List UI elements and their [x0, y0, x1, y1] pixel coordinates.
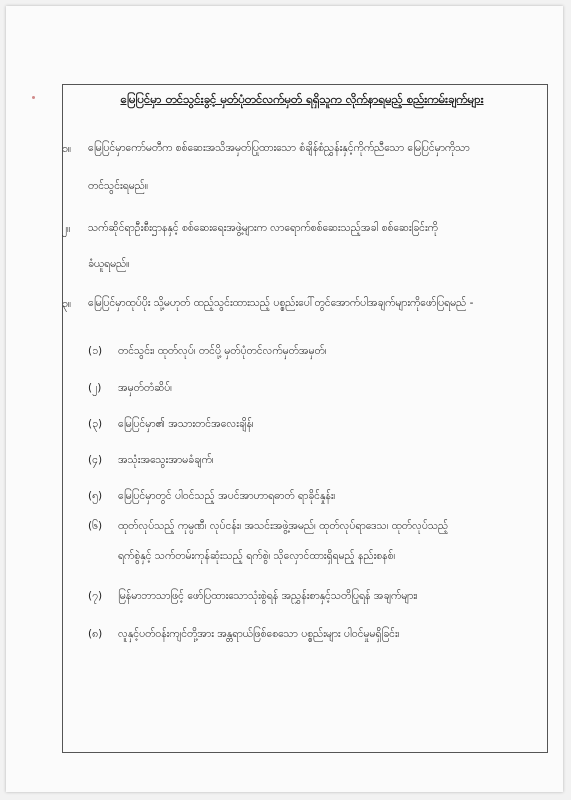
subitem-text-line: လူနှင့်ပတ်ဝန်းကျင်တို့အား အန္တရာယ်ဖြစ်စေသော ပစ္စည်းများ ပါဝင်မှုမရှိခြင်း၊ [118, 628, 400, 640]
item-text-line: ခံယူရမည်။ [88, 258, 130, 270]
subitem-text-line: အသုံးအသွေးအာမခံချက်၊ [118, 454, 214, 466]
subitem-number: (၂) [88, 382, 102, 394]
subitem-number: (၃) [88, 418, 103, 430]
subitem-text-line: မြေပြင်မှာတွင် ပါဝင်သည့် အပင်အာဟာရဓာတ် ရာခိုင်နှုန်း၊ [118, 490, 336, 502]
item-text-line: သက်ဆိုင်ရာဦးစီးဌာနနှင့် စစ်ဆေးရေးအဖွဲ့များက လာရောက်စစ်ဆေးသည့်အခါ စစ်ဆေးခြင်းကို [88, 222, 438, 234]
subitem-number: (၆) [88, 520, 103, 532]
item-number: ၂။ [62, 223, 71, 235]
subitem-text-line: မြန်မာဘာသာဖြင့် ဖော်ပြထားသောသုံးစွဲရန် အညွှန်းစာနှင့်သတိပြုရန် အချက်များ၊ [118, 590, 418, 602]
subitem-text-line: မြေပြင်မှာ၏ အသားတင်အလေးချိန်၊ [118, 418, 254, 430]
item-text-line: မြေပြင်မှာထုပ်ပိုး သို့မဟုတ် ထည့်သွင်းထားသည့် ပစ္စည်းပေါ်တွင်အောက်ပါအချက်များကိုဖော်ပြရမည် - [88, 297, 474, 309]
subitem-number: (၅) [88, 490, 103, 502]
subitem-text-line: တင်သွင်း၊ ထုတ်လုပ်၊ တင်ပို့ မှတ်ပုံတင်လက်မှတ်အမှတ်၊ [118, 345, 327, 357]
subitem-number: (၇) [88, 590, 103, 602]
subitem-number: (၄) [88, 454, 103, 466]
subitem-number: (၁) [88, 345, 103, 357]
item-number: ၁။ [62, 143, 72, 155]
page-title: မြေပြင်မှာ တင်သွင်းခွင့် မှတ်ပုံတင်လက်မှတ် ရရှိသူက လိုက်နာရမည့် စည်းကမ်းချက်များ [120, 92, 484, 106]
item-text-line: တင်သွင်းရမည်။ [88, 180, 149, 192]
item-text-line: မြေပြင်မှာကော်မတီက စစ်ဆေးအသိအမှတ်ပြုထားသော စံချိန်စံညွှန်းနှင့်ကိုက်ညီသော မြေပြင်မှာကိုသာ [88, 142, 470, 154]
subitem-text-line: အမှတ်တံဆိပ်၊ [118, 382, 172, 394]
document-page [6, 6, 563, 792]
item-number: ၃။ [62, 298, 72, 310]
ink-mark [32, 96, 35, 99]
subitem-number: (၈) [88, 628, 103, 640]
subitem-text-line: ထုတ်လုပ်သည့် ကုမ္ပဏီ၊ လုပ်ငန်း၊ အသင်းအဖွဲ့အမည်၊ ထုတ်လုပ်ရာဒေသ၊ ထုတ်လုပ်သည့် [118, 520, 449, 532]
subitem-text-line: ရက်စွဲနှင့် သက်တမ်းကုန်ဆုံးသည့် ရက်စွဲ၊ သိုလှောင်ထားရှိရမည့် နည်းစနစ်၊ [118, 550, 396, 562]
